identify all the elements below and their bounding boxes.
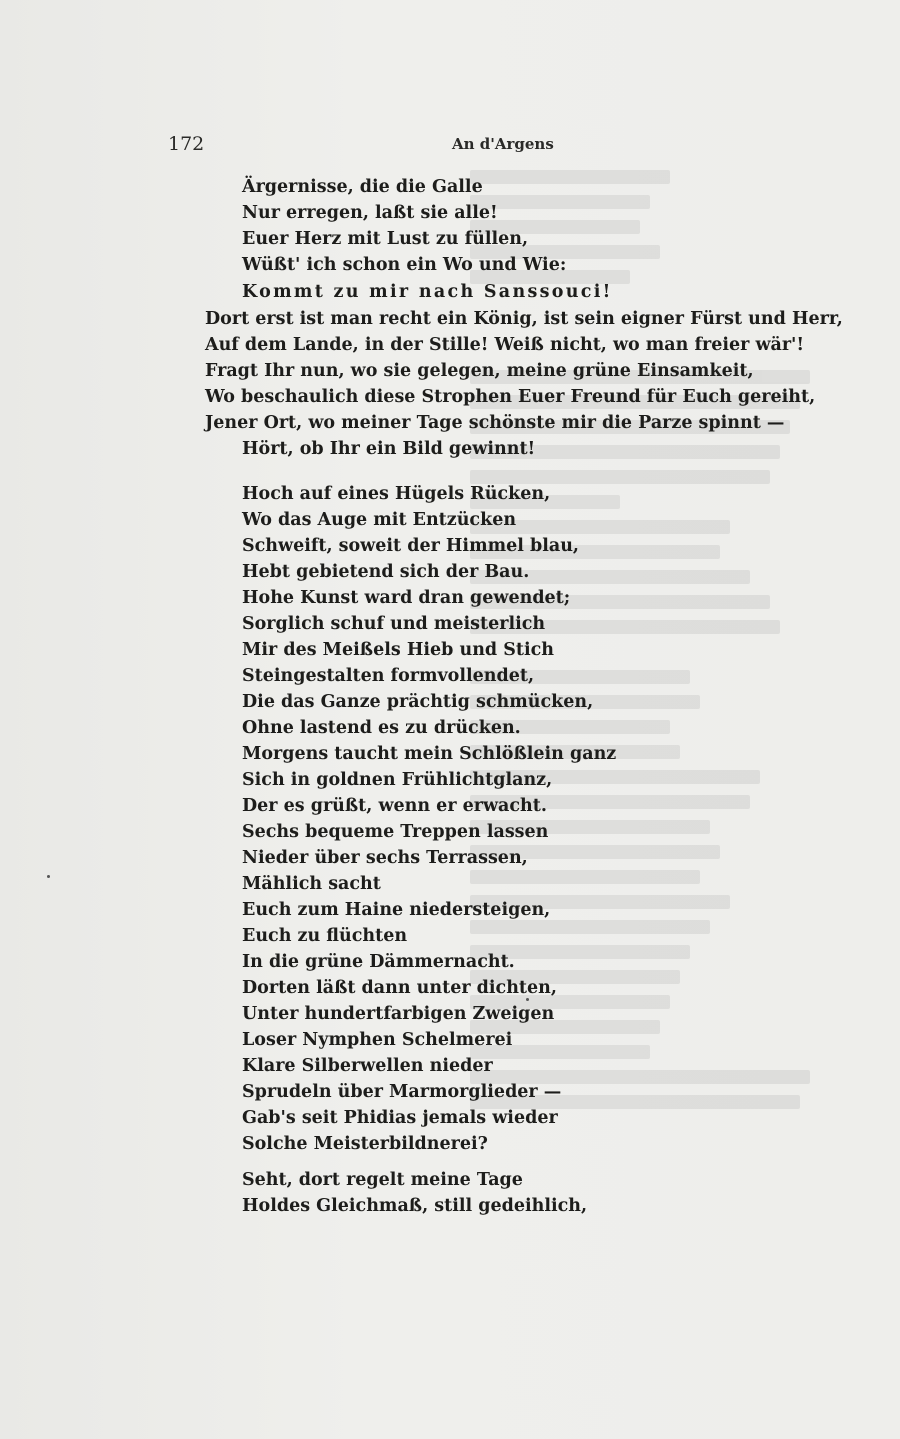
poem-line: Dort erst ist man recht ein König, ist sein eigner Fürst und Herr, bbox=[205, 309, 843, 329]
poem-line: Holdes Gleichmaß, still gedeihlich, bbox=[242, 1196, 588, 1216]
poem-line: Klare Silberwellen nieder bbox=[242, 1056, 493, 1076]
poem-line: Mir des Meißels Hieb und Stich bbox=[242, 640, 554, 660]
poem-line: Euch zu flüchten bbox=[242, 926, 408, 946]
poem-line: Sprudeln über Marmorglieder — bbox=[242, 1082, 562, 1102]
poem-line: Nur erregen, laßt sie alle! bbox=[242, 203, 498, 223]
running-title: An d'Argens bbox=[452, 135, 554, 153]
poem-line: Seht, dort regelt meine Tage bbox=[242, 1170, 523, 1190]
poem-line: Mählich sacht bbox=[242, 874, 381, 894]
poem-line: Wüßt' ich schon ein Wo und Wie: bbox=[242, 255, 567, 275]
poem-line: Euer Herz mit Lust zu füllen, bbox=[242, 229, 529, 249]
poem-line: Hoch auf eines Hügels Rücken, bbox=[242, 484, 551, 504]
poem-line: Jener Ort, wo meiner Tage schönste mir die Parze spinnt — bbox=[205, 413, 785, 433]
page-number: 172 bbox=[168, 133, 205, 155]
poem-line: Auf dem Lande, in der Stille! Weiß nicht, wo man freier wär'! bbox=[205, 335, 805, 355]
poem-line: Loser Nymphen Schelmerei bbox=[242, 1030, 513, 1050]
paper-speck bbox=[47, 875, 50, 878]
poem-line: Der es grüßt, wenn er erwacht. bbox=[242, 796, 547, 816]
poem-line: Hohe Kunst ward dran gewendet; bbox=[242, 588, 571, 608]
poem-line: Wo beschaulich diese Strophen Euer Freund für Euch gereiht, bbox=[205, 387, 816, 407]
poem-line: Schweift, soweit der Himmel blau, bbox=[242, 536, 580, 556]
poem-line: Wo das Auge mit Entzücken bbox=[242, 510, 517, 530]
poem-line: Sich in goldnen Frühlichtglanz, bbox=[242, 770, 553, 790]
poem-line: Ärgernisse, die die Galle bbox=[242, 177, 483, 197]
poem-line: Morgens taucht mein Schlößlein ganz bbox=[242, 744, 617, 764]
poem-line: Nieder über sechs Terrassen, bbox=[242, 848, 528, 868]
poem-line: Steingestalten formvollendet, bbox=[242, 666, 535, 686]
poem-line: Hebt gebietend sich der Bau. bbox=[242, 562, 530, 582]
poem-line: In die grüne Dämmernacht. bbox=[242, 952, 515, 972]
poem-line: Kommt zu mir nach Sanssouci! bbox=[242, 282, 613, 302]
poem-line: Euch zum Haine niedersteigen, bbox=[242, 900, 551, 920]
poem-line: Fragt Ihr nun, wo sie gelegen, meine grüne Einsamkeit, bbox=[205, 361, 754, 381]
poem-line: Sorglich schuf und meisterlich bbox=[242, 614, 546, 634]
page-header bbox=[168, 133, 708, 157]
poem-line: Solche Meisterbildnerei? bbox=[242, 1134, 488, 1154]
poem-line: Die das Ganze prächtig schmücken, bbox=[242, 692, 594, 712]
poem-line: Ohne lastend es zu drücken. bbox=[242, 718, 521, 738]
poem-line: Gab's seit Phidias jemals wieder bbox=[242, 1108, 558, 1128]
poem-line: Sechs bequeme Treppen lassen bbox=[242, 822, 549, 842]
poem-line: Hört, ob Ihr ein Bild gewinnt! bbox=[242, 439, 536, 459]
poem-line: Dorten läßt dann unter dichten, bbox=[242, 978, 557, 998]
paper-speck bbox=[526, 998, 529, 1001]
poem-line: Unter hundertfarbigen Zweigen bbox=[242, 1004, 555, 1024]
